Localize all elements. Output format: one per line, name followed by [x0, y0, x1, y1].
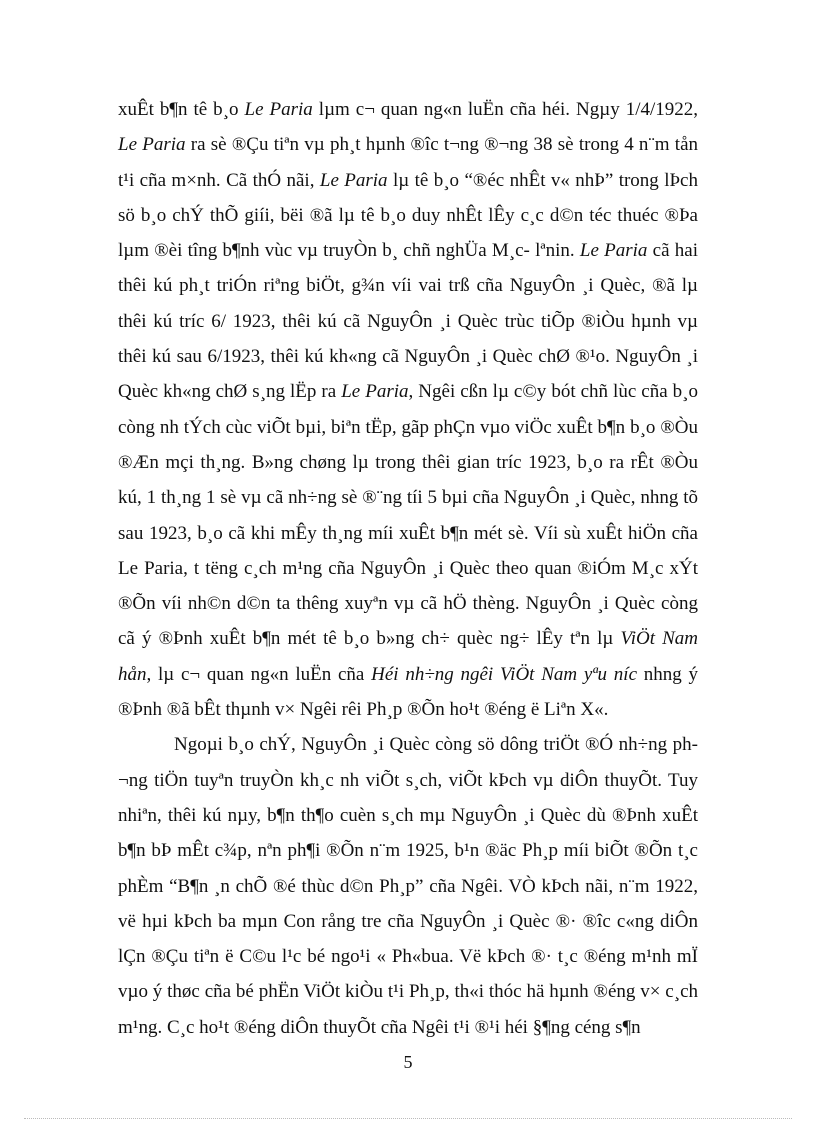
text-run: xuÊt b¶n tê b¸o [118, 99, 245, 120]
italic-text: Le Paria [244, 99, 313, 120]
page-bottom-border [24, 1118, 792, 1119]
page-number: 5 [403, 1052, 413, 1072]
italic-text: Le Paria [341, 381, 409, 403]
body-text [118, 92, 698, 1045]
text-run: lµ tê b¸o “®éc nhÊt v« nhÞ” trong lÞch sö b¸o chÝ thÕ giíi, bëi ®ã lµ tê b¸o duy nhÊt lÊy c¸c d©n téc thuéc ®Þa lµm ®èi tîng b¶nh vùc vµ truyÒn b¸ chñ nghÜa M¸c- lªnin. [118, 169, 698, 262]
text-run: , lµ c¬ quan ng«n luËn cña [146, 663, 372, 685]
text-run: lµm c¬ quan ng«n luËn cña héi. Ngµy 1/4/1922, [312, 99, 699, 120]
text-run: nhng ý ®Þnh ®ã bÊt thµnh v× Ngêi rêi Ph¸p ®Õn ho¹t ®éng ë Liªn X«. [118, 663, 699, 721]
italic-text: Le Paria [118, 134, 186, 156]
italic-text: ViÖt Nam hån [118, 628, 698, 685]
paragraph [118, 92, 698, 727]
paragraph [118, 727, 698, 1045]
italic-text: Le Paria [319, 169, 388, 191]
italic-text: Le Paria [579, 240, 648, 262]
italic-text: Héi nh÷ng ngêi ViÖt Nam yªu níc [371, 663, 637, 685]
text-run: cã hai thêi kú ph¸t triÓn riªng biÖt, g¾n víi vai trß cña NguyÔn ¸i Quèc, ®ã lµ thêi kú tríc 6/ 1923, thêi kú cã NguyÔn ¸i Quèc trùc tiÕp ®iÒu hµnh vµ thêi kú sau 6/1923, thêi kú kh«ng cã NguyÔn ¸i Quèc chØ ®¹o. NguyÔn ¸i Quèc kh«ng chØ s¸ng lËp ra [118, 240, 699, 403]
text-run: ra sè ®Çu tiªn vµ ph¸t hµnh ®îc t¬ng ®¬ng 38 sè trong 4 n¨m tån t¹i cña m×nh. Cã thÓ nãi, [118, 134, 698, 191]
text-run: Ngoµi b¸o chÝ, NguyÔn ¸i Quèc còng sö dông triÖt ®Ó nh÷ng ph¬ng tiÖn tuyªn truyÒn kh¸c nh viÕt s¸ch, viÕt kÞch vµ diÔn thuyÕt. Tuy nhiªn, thêi kú nµy, b¶n th¶o cuèn s¸ch mµ NguyÔn ¸i Quèc dù ®Þnh xuÊt b¶n bÞ mÊt c¾p, nªn ph¶i ®Õn n¨m 1925, b¹n ®äc Ph¸p míi biÕt ®Õn t¸c phÈm “B¶n ¸n chÕ ®é thùc d©n Ph¸p” cña Ngêi. VÒ kÞch nãi, n¨m 1922, vë hµi kÞch ba mµn Con rång tre cña NguyÔn ¸i Quèc ®· ®îc c«ng diÔn lÇn ®Çu tiªn ë C©u l¹c bé ngo¹i « Ph«bua. Vë kÞch ®· t¸c ®éng m¹nh mÏ vµo ý thøc cña bé phËn ViÖt kiÒu t¹i Ph¸p, th«i thóc hä hµnh ®éng v× c¸ch m¹ng. C¸c ho¹t ®éng diÔn thuyÕt cña Ngêi t¹i ®¹i héi §¶ng céng s¶n [118, 734, 698, 1038]
text-run: , Ngêi cßn lµ c©y bót chñ lùc cña b¸o còng nh tÝch cùc viÕt bµi, biªn tËp, gãp phÇn vµo viÖc xuÊt b¶n b¸o ®Òu ®Æn mçi th¸ng. B»ng chøng lµ trong thêi gian tríc 1923, b¸o ra rÊt ®Òu kú, 1 th¸ng 1 sè vµ cã nh÷ng sè ®¨ng tíi 5 bµi cña NguyÔn ¸i Quèc, nhng tõ sau 1923, b¸o cã khi mÊy th¸ng míi xuÊt b¶n mét sè. Víi sù xuÊt hiÖn cña Le Paria, t tëng c¸ch m¹ng cña NguyÔn ¸i Quèc theo quan ®iÓm M¸c xÝt ®Õn víi nh©n d©n ta thêng xuyªn vµ cã hÖ thèng. NguyÔn ¸i Quèc còng cã ý ®Þnh xuÊt b¶n mét tê b¸o b»ng ch÷ quèc ng÷ lÊy tªn lµ [118, 381, 699, 650]
